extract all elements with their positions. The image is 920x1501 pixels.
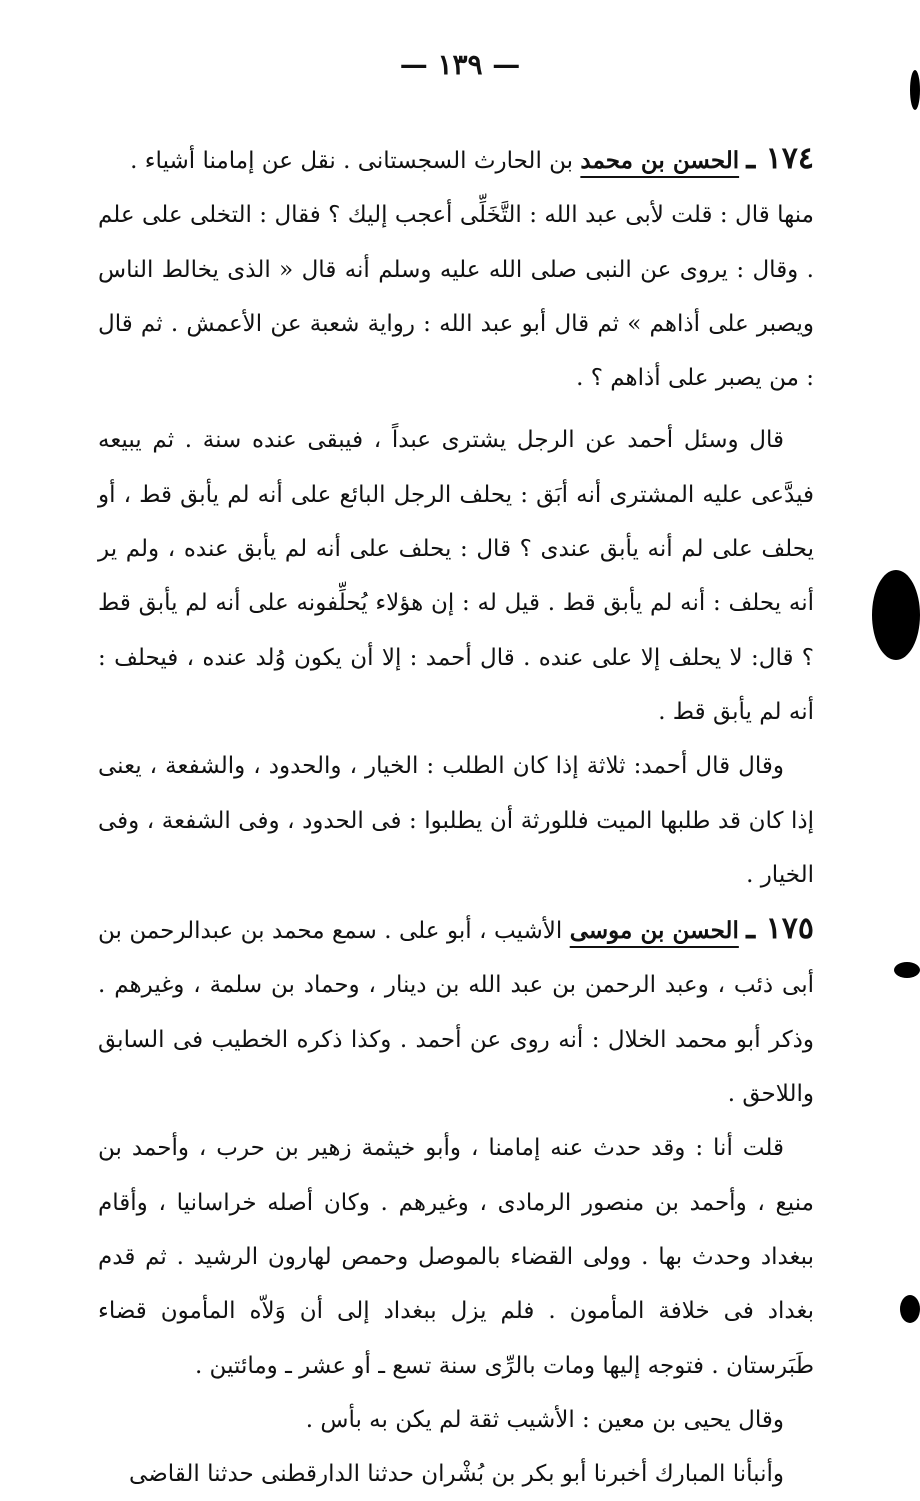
entry-heading-text: الأشيب ، أبو على . سمع محمد بن عبدالرحمن بن أبى ذئب ، وعبد الرحمن بن عبد الله بن دينار ، وحماد بن سلمة ، وغيرهم . وذكر أبو محمد الخلال : أنه روى عن أحمد . وكذا ذكره الخطيب فى السابق واللاحق . [98, 918, 814, 1108]
entry-heading [98, 902, 814, 1121]
paragraph: وأنبأنا المبارك أخبرنا أبو بكر بن بُشْران حدثنا الدارقطنى حدثنا القاضى [129, 1461, 784, 1488]
page-body [98, 132, 814, 1501]
paragraph: منها قال : قلت لأبى عبد الله : التَّخَلِّى أعجب إليك ؟ فقال : التخلى على علم . وقال : يروى عن النبى صلى الله عليه وسلم أنه قال « الذى يخالط الناس ويصبر على أذاهم » ثم قال أبو عبد الله : رواية شعبة عن الأعمش . ثم قال : من يصبر على أذاهم ؟ . [98, 202, 814, 392]
entry-number: ١٧٤ ـ [746, 141, 814, 176]
scan-ink-blot [910, 70, 920, 110]
paragraph: وقال يحيى بن معين : الأشيب ثقة لم يكن به بأس . [305, 1406, 784, 1433]
scan-ink-blot [872, 570, 920, 660]
entry-name: الحسن بن موسى [569, 917, 739, 945]
paragraph: قلت أنا : وقد حدث عنه إمامنا ، وأبو خيثمة زهير بن حرب ، وأحمد بن منيع ، وأحمد بن منصور الرمادى ، وغيرهم . وكان أصله خراسانيا ، وأقام ببغداد وحدث بها . وولى القضاء بالموصل وحمص لهارون الرشيد . ثم قدم بغداد فى خلافة المأمون . فلم يزل ببغداد إلى أن وَلاّه المأمون قضاء طَبَرستان . فتوجه إليها ومات بالرِّى سنة تسع ـ أو عشر ـ ومائتين . [98, 1135, 814, 1379]
entry-name: الحسن بن محمد [580, 147, 740, 174]
scan-ink-blot [894, 962, 920, 978]
entry-heading [98, 132, 814, 188]
page-number: — ١٣٩ — [399, 48, 521, 81]
paragraph: قال وسئل أحمد عن الرجل يشترى عبداً ، فيبقى عنده سنة . ثم يبيعه فيدَّعى عليه المشترى أنه أبَق : يحلف الرجل البائع على أنه لم يأبق قط ، أو يحلف على لم أنه يأبق عندى ؟ قال : يحلف على أنه لم يأبق عنده ، ولم ير أنه يحلف : أنه لم يأبق قط . قيل له : إن هؤلاء يُحلِّفونه على أنه لم يأبق قط ؟ قال: لا يحلف إلا على عنده . قال أحمد : إلا أن يكون وُلد عنده ، فيحلف : أنه لم يأبق قط . [98, 427, 814, 725]
entry-heading-text: بن الحارث السجستانى . نقل عن إمامنا أشياء . [130, 148, 574, 174]
paragraph: وقال قال أحمد: ثلاثة إذا كان الطلب : الخيار ، والحدود ، والشفعة ، يعنى إذا كان قد طلبها الميت فللورثة أن يطلبوا : فى الحدود ، وفى الشفعة ، وفى الخيار . [98, 753, 814, 888]
entry-number: ١٧٥ ـ [746, 911, 815, 947]
scan-ink-blot [900, 1295, 920, 1323]
